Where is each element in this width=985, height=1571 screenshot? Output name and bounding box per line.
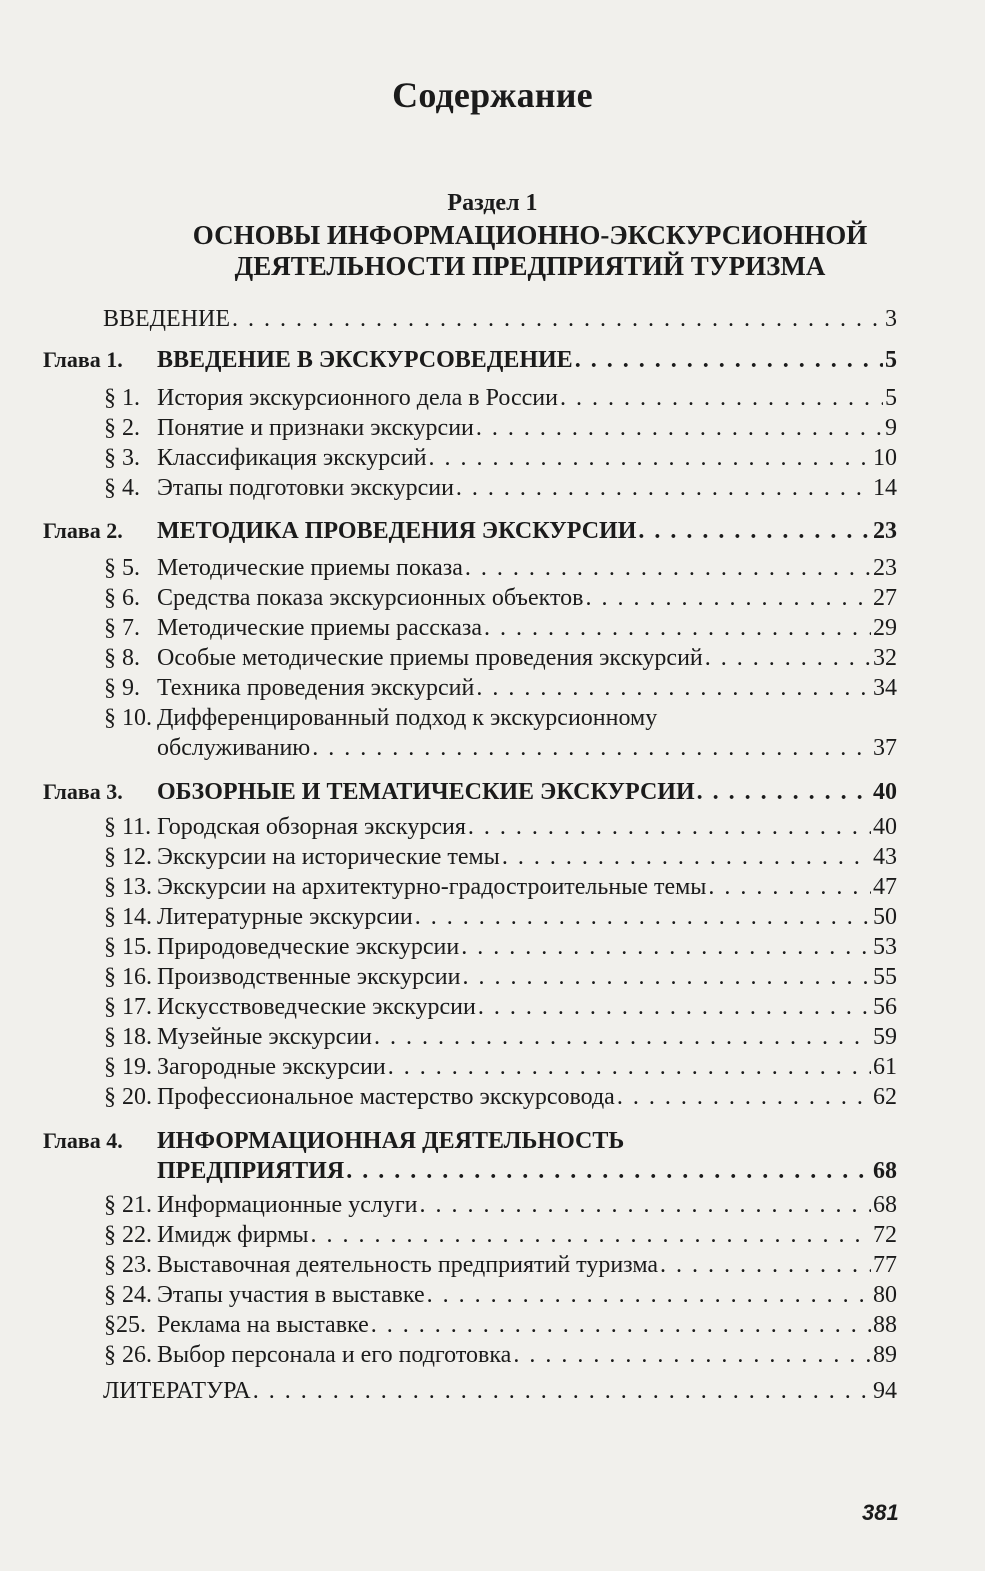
toc-entry-page: 5 [885,385,897,411]
paragraph-number: § 2. [104,415,140,441]
toc-entry-title: Реклама на выставке [157,1312,369,1338]
toc-entry-title: Средства показа экскурсионных объектов [157,585,584,611]
toc-entry-page: 50 [873,904,897,930]
toc-paragraph [157,1082,897,1112]
paragraph-number: § 24. [104,1282,152,1308]
toc-entry-page: 62 [873,1084,897,1110]
page-number: 381 [862,1500,899,1525]
toc-entry-title: Понятие и признаки экскурсии [157,415,474,441]
paragraph-number: §25. [104,1312,146,1338]
toc-paragraph [157,473,897,503]
dot-leader [415,902,871,932]
toc-entry-page: 29 [873,615,897,641]
toc-entry-page: 88 [873,1312,897,1338]
section-title-line-1: ОСНОВЫ ИНФОРМАЦИОННО-ЭКСКУРСИОННОЙ [192,220,868,250]
toc-entry-page: 9 [885,415,897,441]
dot-leader [374,1022,871,1052]
paragraph-number: § 9. [104,675,140,701]
toc-paragraph [157,1220,897,1250]
toc-entry-title: Городская обзорная экскурсия [157,814,466,840]
toc-paragraph-title-line-1: Дифференцированный подход к экскурсионному [157,705,658,731]
toc-paragraph [157,583,897,613]
dot-leader [427,1280,871,1310]
dot-leader [638,516,871,546]
toc-entry-page: 23 [873,518,897,544]
toc-entry-page: 80 [873,1282,897,1308]
dot-leader [697,777,871,807]
dot-leader [312,733,871,763]
paragraph-number: § 6. [104,585,140,611]
paragraph-number: § 16. [104,964,152,990]
toc-paragraph [157,413,897,443]
dot-leader [585,583,871,613]
dot-leader [705,643,871,673]
toc-paragraph [157,932,897,962]
toc-paragraph [157,613,897,643]
toc-entry-title: ВВЕДЕНИЕ В ЭКСКУРСОВЕДЕНИЕ [157,347,573,373]
toc-entry-page: 56 [873,994,897,1020]
toc-paragraph [157,643,897,673]
toc-entry-title: Имидж фирмы [157,1222,309,1248]
toc-entry-title: Информационные услуги [157,1192,418,1218]
paragraph-number: § 5. [104,555,140,581]
dot-leader [465,553,871,583]
section-number: Раздел 1 [447,190,538,216]
toc-chapter-2 [157,516,897,546]
toc-entry-page: 40 [873,814,897,840]
dot-leader [476,413,883,443]
toc-entry-title: Выставочная деятельность предприятий туризма [157,1252,658,1278]
dot-leader [311,1220,872,1250]
toc-entry-title: Загородные экскурсии [157,1054,386,1080]
toc-entry-title: Искусствоведческие экскурсии [157,994,476,1020]
toc-entry-page: 43 [873,844,897,870]
toc-entry-title: Классификация экскурсий [157,445,427,471]
paragraph-number: § 7. [104,615,140,641]
paragraph-number: § 3. [104,445,140,471]
page-title: Содержание [392,75,593,115]
toc-paragraph [157,812,897,842]
toc-entry-page: 94 [873,1378,897,1404]
toc-entry-page: 53 [873,934,897,960]
paragraph-number: § 19. [104,1054,152,1080]
chapter-number: Глава 3. [43,779,123,804]
toc-entry-title: Этапы участия в выставке [157,1282,425,1308]
paragraph-number: § 10. [104,705,152,731]
section-title-line-2: ДЕЯТЕЛЬНОСТИ ПРЕДПРИЯТИЙ ТУРИЗМА [234,251,826,281]
dot-leader [388,1052,871,1082]
toc-entry-title: обслуживанию [157,735,311,761]
toc-entry-page: 61 [873,1054,897,1080]
dot-leader [478,992,871,1022]
paragraph-number: § 15. [104,934,152,960]
paragraph-number: § 21. [104,1192,152,1218]
paragraph-number: § 13. [104,874,152,900]
toc-entry-intro [103,304,897,334]
chapter-number: Глава 1. [43,347,123,372]
toc-paragraph [157,1250,897,1280]
dot-leader [232,304,883,334]
toc-entry-title: ВВЕДЕНИЕ [103,306,231,332]
toc-entry-title: Особые методические приемы проведения экскурсий [157,645,703,671]
dot-leader [575,345,883,375]
toc-chapter-4-title-line-1: ИНФОРМАЦИОННАЯ ДЕЯТЕЛЬНОСТЬ [157,1128,625,1154]
toc-paragraph [157,1190,897,1220]
paragraph-number: § 11. [104,814,152,840]
paragraph-number: § 22. [104,1222,152,1248]
paragraph-number: § 26. [104,1342,152,1368]
toc-paragraph [157,902,897,932]
toc-paragraph [157,1280,897,1310]
paragraph-number: § 17. [104,994,152,1020]
toc-entry-page: 34 [873,675,897,701]
chapter-number: Глава 4. [43,1128,123,1153]
toc-entry-title: ПРЕДПРИЯТИЯ [157,1158,345,1184]
toc-entry-page: 72 [873,1222,897,1248]
toc-paragraph [157,872,897,902]
paragraph-number: § 4. [104,475,140,501]
toc-paragraph [157,673,897,703]
toc-entry-page: 10 [873,445,897,471]
toc-entry-page: 32 [873,645,897,671]
toc-entry-page: 77 [873,1252,897,1278]
toc-entry-page: 23 [873,555,897,581]
toc-paragraph [157,1340,897,1370]
toc-entry-title: Методические приемы рассказа [157,615,483,641]
dot-leader [660,1250,871,1280]
dot-leader [461,932,871,962]
toc-chapter-4 [157,1156,897,1186]
toc-paragraph [157,992,897,1022]
toc-entry-page: 37 [873,735,897,761]
toc-entry-title: Литературные экскурсии [157,904,413,930]
dot-leader [346,1156,871,1186]
dot-leader [560,383,883,413]
dot-leader [371,1310,871,1340]
toc-entry-page: 5 [885,347,897,373]
chapter-number: Глава 2. [43,518,123,543]
toc-entry-literature [103,1376,897,1406]
dot-leader [476,673,871,703]
paragraph-number: § 1. [104,385,140,411]
toc-entry-page: 27 [873,585,897,611]
toc-entry-page: 68 [873,1192,897,1218]
toc-paragraph [157,383,897,413]
dot-leader [253,1376,871,1406]
dot-leader [468,812,871,842]
toc-entry-title: ЛИТЕРАТУРА [103,1378,251,1404]
paragraph-number: § 12. [104,844,152,870]
toc-entry-page: 40 [873,779,897,805]
toc-entry-title: Музейные экскурсии [157,1024,373,1050]
dot-leader [617,1082,871,1112]
dot-leader [708,872,871,902]
toc-paragraph [157,842,897,872]
toc-entry-page: 68 [873,1158,897,1184]
paragraph-number: § 14. [104,904,152,930]
paragraph-number: § 23. [104,1252,152,1278]
dot-leader [429,443,871,473]
toc-entry-page: 59 [873,1024,897,1050]
toc-entry-title: ОБЗОРНЫЕ И ТЕМАТИЧЕСКИЕ ЭКСКУРСИИ [157,779,695,805]
dot-leader [420,1190,871,1220]
toc-entry-title: История экскурсионного дела в России [157,385,558,411]
toc-paragraph [157,1022,897,1052]
toc-entry-page: 3 [885,306,897,332]
toc-entry-page: 14 [873,475,897,501]
toc-paragraph [157,443,897,473]
toc-chapter-3 [157,777,897,807]
toc-entry-title: Профессиональное мастерство экскурсовода [157,1084,615,1110]
toc-entry-page: 89 [873,1342,897,1368]
paragraph-number: § 18. [104,1024,152,1050]
toc-entry-title: Производственные экскурсии [157,964,461,990]
dot-leader [513,1340,871,1370]
dot-leader [456,473,871,503]
toc-entry-title: Выбор персонала и его подготовка [157,1342,512,1368]
toc-paragraph [157,1052,897,1082]
toc-entry-title: Методические приемы показа [157,555,463,581]
toc-paragraph [157,553,897,583]
toc-paragraph [157,733,897,763]
toc-entry-title: МЕТОДИКА ПРОВЕДЕНИЯ ЭКСКУРСИИ [157,518,637,544]
paragraph-number: § 8. [104,645,140,671]
toc-entry-title: Экскурсии на исторические темы [157,844,500,870]
toc-entry-title: Техника проведения экскурсий [157,675,475,701]
toc-entry-title: Природоведческие экскурсии [157,934,460,960]
dot-leader [462,962,871,992]
toc-entry-title: Экскурсии на архитектурно-градостроительные темы [157,874,707,900]
toc-paragraph [157,962,897,992]
toc-entry-page: 55 [873,964,897,990]
toc-chapter-1 [157,345,897,375]
toc-paragraph [157,1310,897,1340]
dot-leader [484,613,871,643]
paragraph-number: § 20. [104,1084,152,1110]
toc-entry-title: Этапы подготовки экскурсии [157,475,454,501]
dot-leader [502,842,871,872]
toc-entry-page: 47 [873,874,897,900]
